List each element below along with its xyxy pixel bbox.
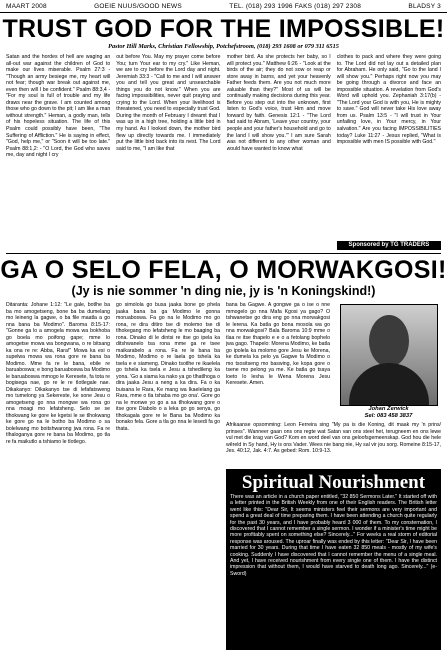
author-photo-head bbox=[369, 315, 409, 367]
article1-column-3-text: mother bird. As she protects her baby, so I will protect you." Matthew 6:26 - "Look at the birds of the air; they do not sow or reap or store away in barns, and yet your heavenly Father feeds them. Are you not much more valuable than they?" Most of us will be continually making decisions during this year. Before you step out into the unknown, first listen to God's voice, trust Him and move forward by faith. Genesis 12:1 - "The Lord had said to Abram, 'Leave your country, your people and your father's household and go to the land I will show you.'" I am sure Sarah was not different to any other woman and would have wanted to know what bbox=[226, 54, 331, 152]
article2-afrikaans-text: Afrikaanse opsomming: Leon Ferreira sing "My pa is die Koning, dit maak my 'n prins/ prinses". Wanneer gaan ons ons regte wat Satan van ons steel het, terugneem en ons lewe vul met die krag van God? Kom en word deel van ons geloofsgemeenskap. God hou die hele wêreld in Sy hand, Hy is ons Vader. Wees nie bang nie, Hy sal vir jou sorg. Romeine 8:15-17, Jes. 40:12, Jak. 4:7. As gebed: Rom. 10:9-13. bbox=[226, 422, 441, 454]
spiritual-nourishment-box bbox=[226, 469, 441, 650]
header-page-number: BLADSY 3 bbox=[408, 2, 441, 10]
header-date: MAART 2008 bbox=[6, 2, 47, 10]
article2-right-area bbox=[226, 302, 441, 650]
header-publication: GOEIE NUUS/GOOD NEWS bbox=[94, 2, 182, 10]
section-divider bbox=[6, 253, 441, 254]
article1-column-1 bbox=[6, 54, 110, 250]
article1-byline: Pastor Hill Marks, Christian Fellowship, Potchefstroom, (018) 293 1608 or 079 311 6515 bbox=[108, 43, 339, 50]
article1-column-4-text: clothes to pack and where they were going to. The Lord did not lay out a detailed plan for Abraham. He only said, "Go to the land I will show you." Perhaps right now you may be going through a divorce and face an impossible situation. A revelation from God's Word will uphold you. Zephaniah 3:17(b) - "The Lord your God is with you, He is mighty to save." God will never take His love away from us. Psalm 13:5 - "I will trust in Your unfailing love, in Your mercy, in Your salvation." Are you facing IMPOSSIBILITIES today? Luke 11:27 - Jesus replied, "What is impossible with men IS possible with God." bbox=[336, 54, 441, 146]
header-contact: TEL. (018) 293 1996 FAKS (018) 297 2308 bbox=[229, 2, 362, 10]
article1-column-3 bbox=[227, 54, 331, 250]
article2-body bbox=[0, 302, 447, 650]
article2-column-3-text: bana ba Gagwe. A gongwe ga o ise o nne mmogelo go nna Mafa Kgosi ya gago? O tshwanetse go dira eng go nna morwakgosi le lerena. Ka batla go bona mosola wa go nna morwakgosi? Bala Baroma 10:9 mme o tlaa re itse thapelo e e o a fetolang bophelo jwa gago. Thapelo: Morena Modimo, ke batla go ipolela ka molomo gore Jesu ke Morena, ke dumela ka pelo ya Gagwe fa Modimo o mo tsositseng mo baswing, ke kopa gore o tsene mo pelong ya me. Ke batla go tsaya loeto lo lesha le Wena Morena Jesu Keresete. Amen. bbox=[226, 302, 330, 386]
article1-column-1-text: Satan and the hordes of hell are waging an all-out war against the children of God to make our lives miserable. Psalm 27:3 - "Though an army besiege me, my heart will not fear; though war break out against me, even then will I be confident." Psalm 88:3,4 - "For my soul is full of trouble and my life draws near the grave. I am counted among those who go down to the pit; I am like a man without strength." Heman, a godly man, tells of his hopeless situation. The life of this Psalm could possibly have been, "The Suffering of Affliction." He is saying in effect, "God, help me," or "Soon it will be too late." Psalm 88:1,2: - "O Lord, the God who saves me, day and night I cry bbox=[6, 54, 111, 159]
article1-title: TRUST GOD FOR THE IMPOSSIBLE! bbox=[2, 15, 445, 43]
article1-body bbox=[0, 54, 447, 250]
article2-column-1 bbox=[6, 302, 110, 650]
article2-column-2 bbox=[116, 302, 220, 650]
article2-subtitle: (Jy is nie sommer 'n ding nie, jy is 'n Koningskind!) bbox=[71, 284, 376, 298]
article1-column-2 bbox=[116, 54, 220, 250]
article2-title: GA O SELO FELA, O MORWAKGOSI! bbox=[0, 256, 447, 284]
sponsor-banner: Sponsored by TG TRADERS bbox=[337, 241, 441, 250]
spiritual-nourishment-title: Spiritual Nourishment bbox=[241, 472, 426, 493]
article2-column-3 bbox=[226, 302, 330, 420]
article2-column-1-text: Ditaranta: Johane 1:12: "Le gale, botlhe ba ba mo amogetseng, bone ba ba dumelang mo leineng la gagwe, o ba file maatla a go nna bana ba Modimo". Baroma 8:15-17: "Gonne ga lo a amogela mowa wa bokhoba go boela mo poifong gape; mme lo amogetse mowa wa bongwana, o re bitsang ka ona re re: Abba, Rara!" Mowa ka esi o supelwa mowa wa rona gore re bana ba Modimo. Mme fa re le bana, ebile re baruaboswa; e bong baruaboswa ba Modimo le baruaboswa mmogo le Keresete, fa tota re bogisega nae, go re le re tlotlegale nae. Dikakanyo: Dikakanyo tse di lefafatsweng mo tumelong ya Sekereste, ke sone Jesu o amogetseng go nna mongwe wa rona go nna moagi mo lefatsheng. Selo se se tlhokwang ke gore ke kgetsi le se tlhokwang ke gore go na le botho ba Modimo o sa bolelwang mo boitshwarong jwa rona. Fa re tlhaloganya gore re bana ba Modimo, go tla re fa maikutlo a tshiamo le tlotlego. bbox=[6, 302, 110, 445]
author-photo-body bbox=[349, 363, 429, 406]
article1-column-4 bbox=[337, 54, 441, 250]
page-header bbox=[0, 0, 447, 13]
article1-column-2-text: out before You. May my prayer come before You; turn Your ear to my cry." Like Heman, we are to cry before the Lord day and night. Jeremiah 33:3 - "Call to me and I will answer you and tell you great and unsearchable things you do not know." When you are facing impossibilities, never quit praying and crying to the Lord. When your livelihood is threatened, you need to especially trust God. During the month of February I dreamt that I was up in a high tree, holding a little bird in my hand. As I looked down, the mother bird flew up directly towards me. I immediately put the little bird back into its nest. The Lord said to me, "I am like that bbox=[116, 54, 221, 152]
article2-right-top bbox=[226, 302, 441, 420]
photo-caption: Johan Zerwick Sel: 083 458 3837 bbox=[364, 406, 413, 419]
article2-afrikaans-summary bbox=[226, 422, 441, 466]
spiritual-nourishment-body: There was an article in a church paper entitled, "32 850 Sermons Later." It started off with a letter printed in the British Weekly from one of their English readers. The British letter went like this: "Dear Sir, It seems ministers feel their sermons are very important and spend a great deal of time preparing them. I have been attending a church quite regularly for the past 30 years, and I have probably heard 3 000 of them. To my consternation, I discovered that I cannot remember a single sermon. I wonder if a minister's time might be more profitably spent on something else? Sincerely..." For weeks a real storm of editorial response was aroused. The uproar finally was ended by this letter: "Dear Sir, I have been married for 30 years. During that time I have eaten 32 850 meals - mostly of my wife's cooking. Suddenly I have discovered that I cannot remember the menu of a single meal. And yet, I have received nourishment from every single one of them. I have the distinct impression that without them, I would have starved to death long ago. Sincerely..." (e-Sword) bbox=[230, 494, 437, 577]
author-photo bbox=[340, 304, 438, 406]
article2-column-2-text: go simolola go busa jaaka bone go phela jaaka bana ba ga Modimo le gonna moruaboswa. Fa go na le Modimo mo go rona, re dira ditiro tse di molemo tse di tlhokegang mo lefatsheng le mo baaging ba rona. Dinako di le dintsi re itse go ipela ka ditshwanelo tsa rona mme ga re tsee maikarabelo a rona. Fa re le bana ba Modimo, Modimo o re laela go tshela ka tsela e e siameng. Dinako tsotlhe re ikaelela go tshela ka tsela e Jesu a tshedileng ka yona. 'Go a siama ka nako ya go tlhatlhoga o dira jaaka Jesu a neng a ka dira. Fa o ka buisana le Rara, Ke mang wa Ikaelelang ga Rara, mme o tla tshaba mo go ona'. Gore go na le monwe yo go a sa tlhokwang gore o itse gore Diabolo o a leka go go senya, go tlhokagala gore re le Bana ba Modimo ka bonako fela. Gore a tla go nna le lesedi fa go thata. bbox=[116, 302, 220, 432]
article2-column-4 bbox=[336, 302, 441, 420]
